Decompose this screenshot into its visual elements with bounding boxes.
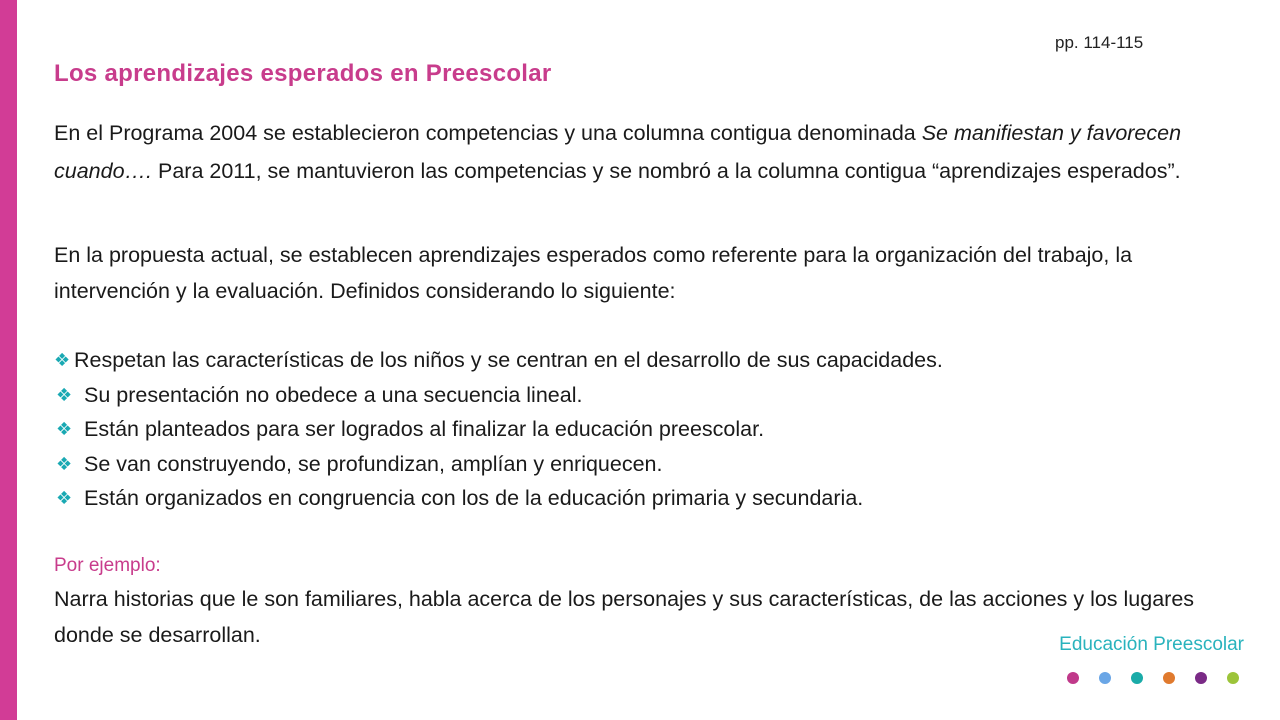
color-dot	[1195, 672, 1207, 684]
list-item-text: Su presentación no obedece a una secuencia lineal.	[84, 382, 583, 407]
list-item-text: Están planteados para ser logrados al finalizar la educación preescolar.	[84, 417, 765, 441]
list-item-text: Se van construyendo, se profundizan, amplían y enriquecen.	[84, 451, 663, 476]
list-item	[54, 343, 1234, 378]
diamond-bullet-icon: ❖	[56, 384, 73, 405]
color-dot	[1131, 672, 1143, 684]
intro-paragraph	[54, 114, 1224, 190]
example-text: Narra historias que le son familiares, habla acerca de los personajes y sus características, de las acciones y los lugares donde se desarrollan.	[54, 587, 1195, 647]
list-item-text: Respetan las características de los niños y se centran en el desarrollo de sus capacidades.	[74, 348, 943, 372]
diamond-bullet-icon: ❖	[54, 350, 71, 370]
list-item-text: Están organizados en congruencia con los de la educación primaria y secundaria.	[84, 486, 864, 510]
intro-text-italic: Se manifiestan y favorecen cuando….	[54, 121, 1182, 183]
page-title: Los aprendizajes esperados en Preescolar	[54, 60, 552, 87]
list-item	[54, 481, 1234, 516]
proposal-paragraph: En la propuesta actual, se establecen aprendizajes esperados como referente para la organización del trabajo, la intervención y la evaluación. Definidos considerando lo siguiente:	[54, 243, 1133, 303]
intro-text-part2: Para 2011, se mantuvieron las competencias y se nombró a la columna contigua “aprendizajes esperados”.	[152, 159, 1181, 183]
color-dot	[1067, 672, 1079, 684]
intro-text-part1: En el Programa 2004 se establecieron competencias y una columna contigua denominada	[54, 121, 922, 145]
color-dot	[1227, 672, 1239, 684]
list-item	[54, 378, 1234, 413]
example-label: Por ejemplo:	[54, 555, 161, 576]
criteria-list	[54, 343, 1234, 516]
side-accent-bar	[0, 0, 17, 720]
color-dots	[1067, 672, 1239, 684]
brand-label: Educación Preescolar	[1059, 634, 1244, 655]
diamond-bullet-icon: ❖	[56, 419, 73, 439]
list-item	[54, 412, 1234, 447]
diamond-bullet-icon: ❖	[56, 488, 73, 508]
page-reference: pp. 114-115	[1055, 33, 1144, 52]
color-dot	[1163, 672, 1175, 684]
list-item	[54, 447, 1234, 482]
diamond-bullet-icon: ❖	[56, 453, 73, 474]
color-dot	[1099, 672, 1111, 684]
